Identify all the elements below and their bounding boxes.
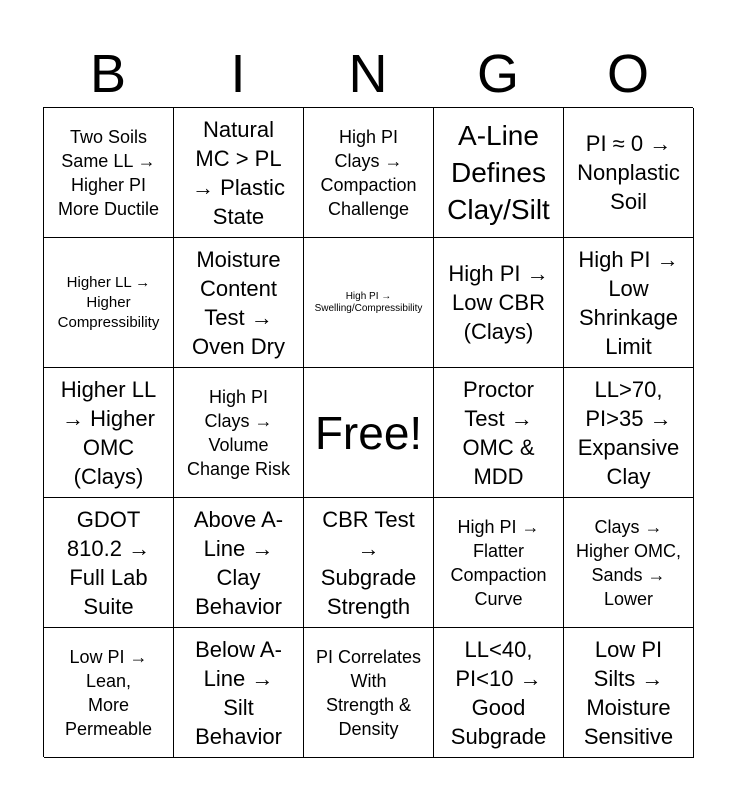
header-letter-o: O xyxy=(606,44,649,104)
bingo-cell[interactable] xyxy=(174,108,304,238)
bingo-cell[interactable] xyxy=(564,368,694,498)
cell-text: Proctor Test → OMC & MDD xyxy=(462,376,535,489)
header-letter-i: I xyxy=(230,44,246,104)
bingo-cell[interactable] xyxy=(434,368,564,498)
cell-text: A-Line Defines Clay/Silt xyxy=(447,120,550,225)
bingo-cell[interactable] xyxy=(434,238,564,368)
bingo-cell[interactable] xyxy=(434,108,564,238)
cell-text: Higher LL → Higher Compressibility xyxy=(57,273,160,331)
cell-text: High PI → Low CBR (Clays) xyxy=(448,261,549,344)
bingo-cell[interactable] xyxy=(304,498,434,628)
bingo-cell[interactable] xyxy=(44,498,174,628)
bingo-cell[interactable] xyxy=(304,238,434,368)
bingo-cell[interactable] xyxy=(434,628,564,758)
cell-text: High PI → Low Shrinkage Limit xyxy=(578,246,679,359)
bingo-cell[interactable] xyxy=(174,498,304,628)
bingo-cell[interactable] xyxy=(564,498,694,628)
cell-text: PI ≈ 0 → Nonplastic Soil xyxy=(577,131,680,214)
bingo-header xyxy=(43,40,693,108)
cell-text: Below A- Line → Silt Behavior xyxy=(195,636,282,749)
bingo-cell[interactable] xyxy=(44,238,174,368)
cell-text: Above A- Line → Clay Behavior xyxy=(193,506,284,619)
bingo-cell[interactable] xyxy=(304,628,434,758)
bingo-cell[interactable] xyxy=(174,628,304,758)
bingo-cell[interactable] xyxy=(174,368,304,498)
cell-text: LL>70, PI>35 → Expansive Clay xyxy=(577,376,680,489)
bingo-cell[interactable] xyxy=(44,368,174,498)
bingo-card-grid xyxy=(43,107,693,757)
cell-text: PI Correlates With Strength & Density xyxy=(315,646,422,739)
cell-text: High PI Clays → Volume Change Risk xyxy=(186,386,291,479)
cell-text: GDOT 810.2 → Full Lab Suite xyxy=(66,506,151,619)
cell-text: High PI → Swelling/Compressibility xyxy=(314,290,423,314)
header-letter-g: G xyxy=(476,44,519,104)
bingo-cell[interactable] xyxy=(44,108,174,238)
bingo-cell[interactable] xyxy=(434,498,564,628)
cell-text: Low PI → Lean, More Permeable xyxy=(64,646,153,739)
bingo-cell[interactable] xyxy=(564,628,694,758)
cell-text: Natural MC > PL → Plastic State xyxy=(192,116,285,229)
cell-text: Moisture Content Test → Oven Dry xyxy=(192,246,285,359)
header-letter-b: B xyxy=(89,44,127,104)
cell-text: High PI Clays → Compaction Challenge xyxy=(320,126,417,219)
cell-text: LL<40, PI<10 → Good Subgrade xyxy=(450,636,547,749)
bingo-cell[interactable] xyxy=(174,238,304,368)
cell-text: Low PI Silts → Moisture Sensitive xyxy=(583,636,674,749)
bingo-cell[interactable] xyxy=(44,628,174,758)
cell-text: Two Soils Same LL → Higher PI More Ductile xyxy=(57,126,160,219)
bingo-free-cell[interactable] xyxy=(304,368,434,498)
cell-text: High PI → Flatter Compaction Curve xyxy=(450,516,547,609)
bingo-cell[interactable] xyxy=(564,238,694,368)
free-space-text: Free! xyxy=(314,406,423,459)
cell-text: CBR Test → Subgrade Strength xyxy=(320,506,417,619)
bingo-cell[interactable] xyxy=(304,108,434,238)
bingo-cell[interactable] xyxy=(564,108,694,238)
cell-text: Higher LL → Higher OMC (Clays) xyxy=(60,376,157,489)
cell-text: Clays → Higher OMC, Sands → Lower xyxy=(575,516,682,609)
header-letter-n: N xyxy=(348,44,388,104)
